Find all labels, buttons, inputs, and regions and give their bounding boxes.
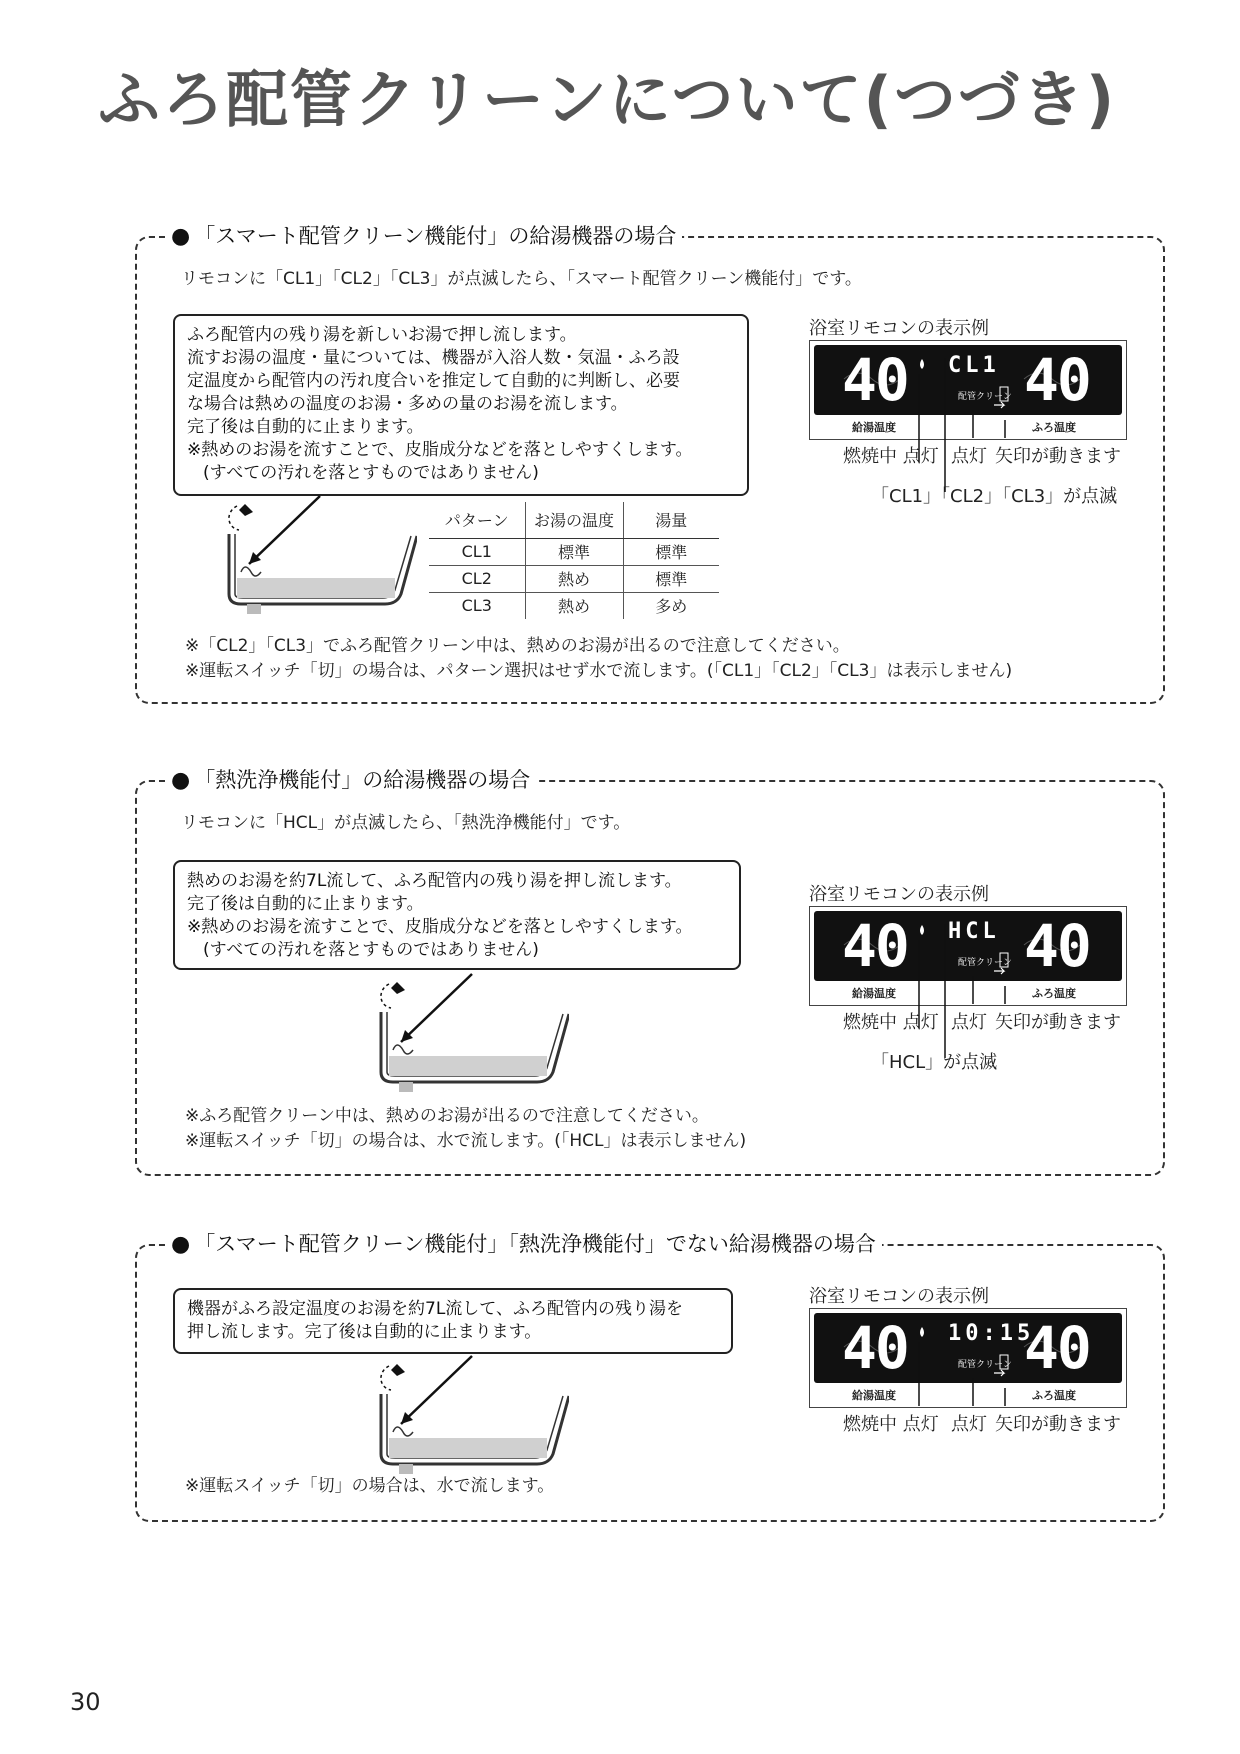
supply-temp-label: 給湯温度	[852, 421, 896, 434]
page-number: 30	[70, 1688, 101, 1716]
section-heat-wash	[135, 768, 1165, 1176]
section-heading-text: 「熱洗浄機能付」の給湯機器の場合	[194, 768, 531, 792]
bath-temp-value: 40	[1024, 1314, 1090, 1382]
page-title: ふろ配管クリーンについて(つづき)	[98, 63, 1117, 136]
remote-label: 浴室リモコンの表示例	[809, 884, 989, 905]
supply-temp-value: 40	[842, 1314, 908, 1382]
remote-display-example	[809, 880, 1129, 1090]
bath-temp-value: 40	[1024, 912, 1090, 980]
callout-burning: 燃焼中 点灯	[843, 1012, 939, 1033]
callout-light: 点灯	[951, 1414, 987, 1435]
description-box: 熱めのお湯を約7L流して、ふろ配管内の残り湯を押し流します。 完了後は自動的に止まります。 ※熱めのお湯を流すことで、皮脂成分などを落としやすくします。 (すべての汚れを落とすものではありません)	[173, 860, 741, 970]
lcd-code: CL1	[948, 353, 1000, 378]
section-heading	[165, 220, 682, 250]
bullet-icon: ●	[171, 224, 191, 249]
bathtub-icon	[217, 494, 417, 624]
table-header: パターン	[429, 502, 525, 538]
table-row: CL3 熱め 多め	[429, 592, 719, 619]
remote-display-example	[809, 1282, 1129, 1452]
callout-arrow: 矢印が動きます	[995, 1012, 1121, 1033]
bath-temp-label: ふろ温度	[1032, 421, 1076, 434]
section-standard	[135, 1232, 1165, 1522]
bathtub-icon	[369, 1354, 569, 1484]
section-lead: リモコンに「CL1」「CL2」「CL3」が点滅したら、「スマート配管クリーン機能付」です。	[181, 269, 862, 289]
table-header: 湯量	[623, 502, 719, 538]
lcd-code: HCL	[948, 919, 1000, 944]
table-header: お湯の温度	[525, 502, 623, 538]
bathtub-icon	[369, 972, 569, 1102]
pipe-clean-indicator: 配管クリーン	[958, 392, 1012, 402]
section-smart-pipe-clean	[135, 224, 1165, 704]
callout-arrow: 矢印が動きます	[995, 446, 1121, 467]
callout-blink: 「HCL」が点滅	[871, 1052, 998, 1073]
description-box: 機器がふろ設定温度のお湯を約7L流して、ふろ配管内の残り湯を 押し流します。完了後は自動的に止まります。	[173, 1288, 733, 1354]
remote-label: 浴室リモコンの表示例	[809, 1286, 989, 1307]
bullet-icon: ●	[171, 1232, 191, 1257]
bath-temp-label: ふろ温度	[1032, 1389, 1076, 1402]
pattern-table	[429, 502, 719, 619]
section-heading	[165, 764, 536, 794]
section-notes: ※「CL2」「CL3」でふろ配管クリーン中は、熱めのお湯が出るので注意してください。 ※運転スイッチ「切」の場合は、パターン選択はせず水で流します。(「CL1」「CL2」「CL3」は表示しません)	[185, 636, 1013, 681]
table-row: CL2 熱め 標準	[429, 565, 719, 592]
supply-temp-value: 40	[842, 912, 908, 980]
callout-light: 点灯	[951, 446, 987, 467]
remote-label: 浴室リモコンの表示例	[809, 318, 989, 339]
bath-temp-label: ふろ温度	[1032, 987, 1076, 1000]
section-notes: ※運転スイッチ「切」の場合は、水で流します。	[185, 1476, 555, 1496]
callout-light: 点灯	[951, 1012, 987, 1033]
callout-burning: 燃焼中 点灯	[843, 1414, 939, 1435]
section-heading	[165, 1228, 882, 1258]
pipe-clean-indicator: 配管クリーン	[958, 1360, 1012, 1370]
lcd-clock: 10:15	[948, 1321, 1035, 1346]
supply-temp-label: 給湯温度	[852, 1389, 896, 1402]
section-lead: リモコンに「HCL」が点滅したら、「熱洗浄機能付」です。	[181, 813, 631, 833]
supply-temp-value: 40	[842, 346, 908, 414]
description-box: ふろ配管内の残り湯を新しいお湯で押し流します。 流すお湯の温度・量については、機器が入浴人数・気温・ふろ設 定温度から配管内の汚れ度合いを推定して自動的に判断し、必要 な場合は熱めの温度のお湯・多めの量のお湯を流します。 完了後は自動的に止まります。 ※熱めのお湯を流すことで、皮脂成分などを落としやすくします。 (すべての汚れを落とすものではありません)	[173, 314, 749, 496]
callout-blink: 「CL1」「CL2」「CL3」が点滅	[871, 486, 1118, 507]
section-heading-text: 「スマート配管クリーン機能付」の給湯機器の場合	[194, 224, 677, 248]
section-heading-text: 「スマート配管クリーン機能付」「熱洗浄機能付」でない給湯機器の場合	[194, 1232, 876, 1256]
bullet-icon: ●	[171, 768, 191, 793]
supply-temp-label: 給湯温度	[852, 987, 896, 1000]
bath-temp-value: 40	[1024, 346, 1090, 414]
remote-display-example	[809, 314, 1129, 524]
callout-burning: 燃焼中 点灯	[843, 446, 939, 467]
pipe-clean-indicator: 配管クリーン	[958, 958, 1012, 968]
callout-arrow: 矢印が動きます	[995, 1414, 1121, 1435]
table-row: CL1 標準 標準	[429, 538, 719, 565]
section-notes: ※ふろ配管クリーン中は、熱めのお湯が出るので注意してください。 ※運転スイッチ「切」の場合は、水で流します。(「HCL」は表示しません)	[185, 1106, 747, 1151]
